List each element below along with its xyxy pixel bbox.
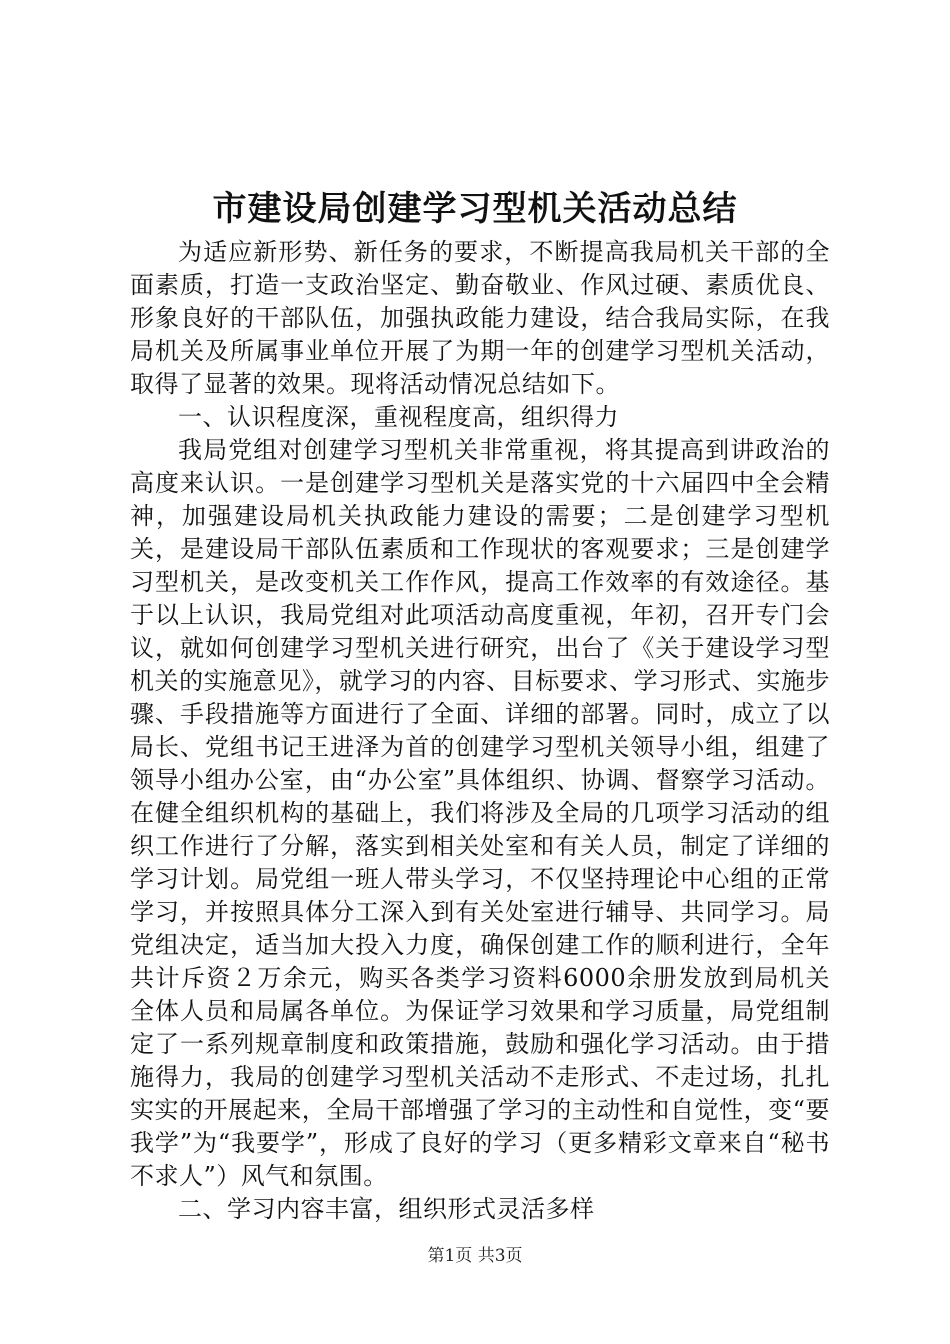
section-heading-1: 一、认识程度深，重视程度高，组织得力 (178, 403, 619, 431)
intro-paragraph: 为适应新形势、新任务的要求，不断提高我局机关干部的全面素质，打造一支政治坚定、勤奋敬业、作风过硬、素质优良、形象良好的干部队伍，加强执政能力建设，结合我局实际，在我局机关及所属事业单位开展了为期一年的创建学习型机关活动，取得了显著的效果。现将活动情况总结如下。 (130, 238, 830, 398)
section-heading-2: 二、学习内容丰富，组织形式灵活多样 (178, 1195, 595, 1223)
document-body (130, 236, 830, 1226)
document-title: 市建设局创建学习型机关活动总结 (212, 189, 738, 229)
section-1-paragraph: 我局党组对创建学习型机关非常重视，将其提高到讲政治的高度来认识。一是创建学习型机关是落实党的十六届四中全会精神，加强建设局机关执政能力建设的需要；二是创建学习型机关，是建设局干部队伍素质和工作现状的客观要求；三是创建学习型机关，是改变机关工作作风，提高工作效率的有效途径。基于以上认识，我局党组对此项活动高度重视，年初，召开专门会议，就如何创建学习型机关进行研究，出台了《关于建设学习型机关的实施意见》，就学习的内容、目标要求、学习形式、实施步骤、手段措施等方面进行了全面、详细的部署。同时，成立了以局长、党组书记王进泽为首的创建学习型机关领导小组，组建了领导小组办公室，由“办公室”具体组织、协调、督察学习活动。在健全组织机构的基础上，我们将涉及全局的几项学习活动的组织工作进行了分解，落实到相关处室和有关人员，制定了详细的学习计划。局党组一班人带头学习，不仅坚持理论中心组的正常学习，并按照具体分工深入到有关处室进行辅导、共同学习。局党组决定，适当加大投入力度，确保创建工作的顺利进行，全年共计斥资２万余元，购买各类学习资料6000余册发放到局机关全体人员和局属各单位。为保证学习效果和学习质量，局党组制定了一系列规章制度和政策措施，鼓励和强化学习活动。由于措施得力，我局的创建学习型机关活动不走形式、不走过场，扎扎实实的开展起来，全局干部增强了学习的主动性和自觉性，变“要我学”为“我要学”，形成了良好的学习（更多精彩文章来自“秘书不求人”）风气和氛围。 (130, 436, 830, 1190)
page-footer: 第1页 共3页 (427, 1246, 523, 1266)
